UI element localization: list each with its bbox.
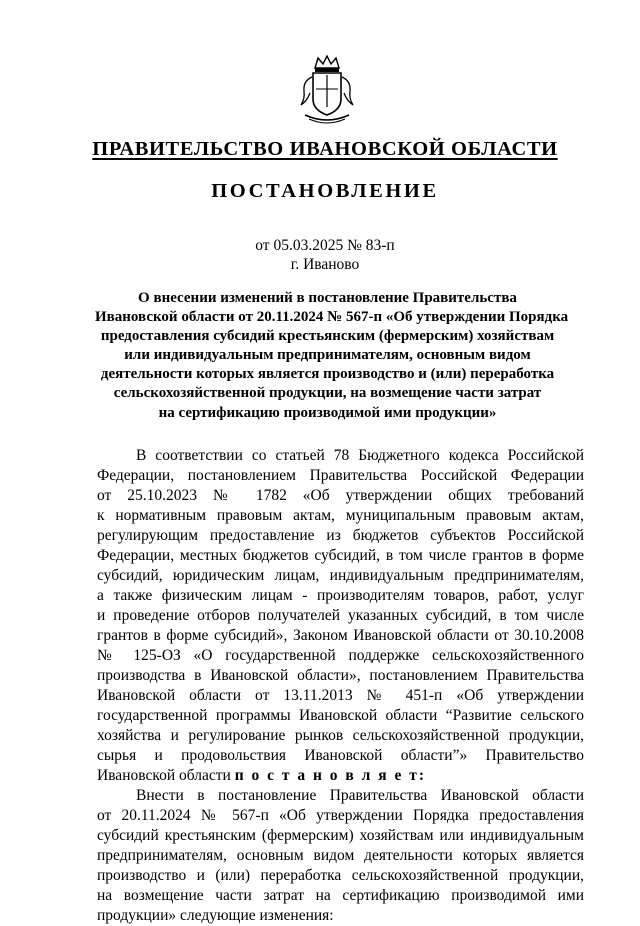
- body-line: Внести в постановление Правительства Ивановской области: [136, 787, 584, 804]
- subject-line: на сертификацию производимой ими продукции»: [158, 404, 497, 421]
- body-line: на возмещение части затрат на сертификацию производимой ими: [97, 887, 584, 904]
- body-line: продукции» следующие изменения:: [97, 907, 334, 924]
- body-line: регулирующим предоставление из бюджетов субъектов Российской: [97, 527, 584, 544]
- decree-word: п о с т а н о в л я е т: [234, 767, 419, 784]
- document-subject: [95, 289, 569, 423]
- decree-colon: :: [418, 767, 425, 784]
- resolution-paragraph: [97, 786, 584, 926]
- subject-line: сельскохозяйственной продукции, на возмещение части затрат: [113, 385, 542, 402]
- subject-line: или индивидуальным предпринимателям, основным видом: [124, 347, 531, 364]
- body-line: от 20.11.2024 № 567-п «Об утверждении Порядка предоставления: [97, 807, 584, 824]
- body-line: к нормативным правовым актам, муниципальным правовым актам,: [97, 507, 584, 524]
- coat-of-arms-icon: [297, 55, 357, 127]
- decree-lead-text: Ивановской области: [97, 767, 231, 784]
- preamble-paragraph: [97, 446, 584, 786]
- body-line: сырья и продовольствия Ивановской области”» Правительство: [97, 747, 584, 764]
- body-line: производство и (или) переработка сельскохозяйственной продукции,: [97, 867, 584, 884]
- body-line: субсидий крестьянским (фермерским) хозяйствам или индивидуальным: [97, 827, 584, 844]
- document-body: [97, 446, 584, 926]
- body-line: государственной программы Ивановской области “Развитие сельского: [97, 707, 584, 724]
- subject-line: О внесении изменений в постановление Правительства: [138, 290, 517, 306]
- body-line: № 125-ОЗ «О государственной поддержке сельскохозяйственного: [97, 647, 584, 664]
- body-line: и проведение отборов получателей указанных субсидий, в том числе: [97, 607, 584, 624]
- body-line: В соответствии со статьей 78 Бюджетного кодекса Российской: [136, 447, 584, 464]
- document-date-number: от 05.03.2025 № 83-п: [255, 237, 395, 254]
- government-title: ПРАВИТЕЛЬСТВО ИВАНОВСКОЙ ОБЛАСТИ: [92, 138, 558, 160]
- body-line: грантов в форме субсидий», Законом Ивановской области от 30.10.2008: [97, 627, 584, 644]
- document-type: ПОСТАНОВЛЕНИЕ: [211, 180, 439, 202]
- body-line: а также физическим лицам - производителям товаров, работ, услуг: [97, 587, 584, 604]
- body-line: предпринимателям, основным видом деятельности которых является: [97, 847, 584, 864]
- subject-line: Ивановской области от 20.11.2024 № 567-п «Об утверждении Порядка: [95, 309, 569, 326]
- document-city: г. Иваново: [290, 256, 360, 273]
- body-line: от 25.10.2023 № 1782 «Об утверждении общих требований: [97, 487, 584, 504]
- subject-line: деятельности которых является производство и (или) переработка: [100, 366, 555, 383]
- subject-line: предоставления субсидий крестьянским (фермерским) хозяйствам: [100, 328, 555, 345]
- body-line: Федерации, местных бюджетов субсидий, в том числе грантов в форме: [97, 547, 584, 564]
- body-line: Федерации, постановлением Правительства Российской Федерации: [97, 467, 584, 484]
- body-line: производства в Ивановской области», постановлением Правительства: [97, 667, 584, 684]
- body-line-decree: [97, 766, 584, 786]
- body-line: субсидий, юридическим лицам, индивидуальным предпринимателям,: [97, 567, 584, 584]
- body-line: хозяйства и регулирование рынков сельскохозяйственной продукции,: [97, 727, 584, 744]
- body-line: Ивановской области от 13.11.2013 № 451-п «Об утверждении: [97, 687, 584, 704]
